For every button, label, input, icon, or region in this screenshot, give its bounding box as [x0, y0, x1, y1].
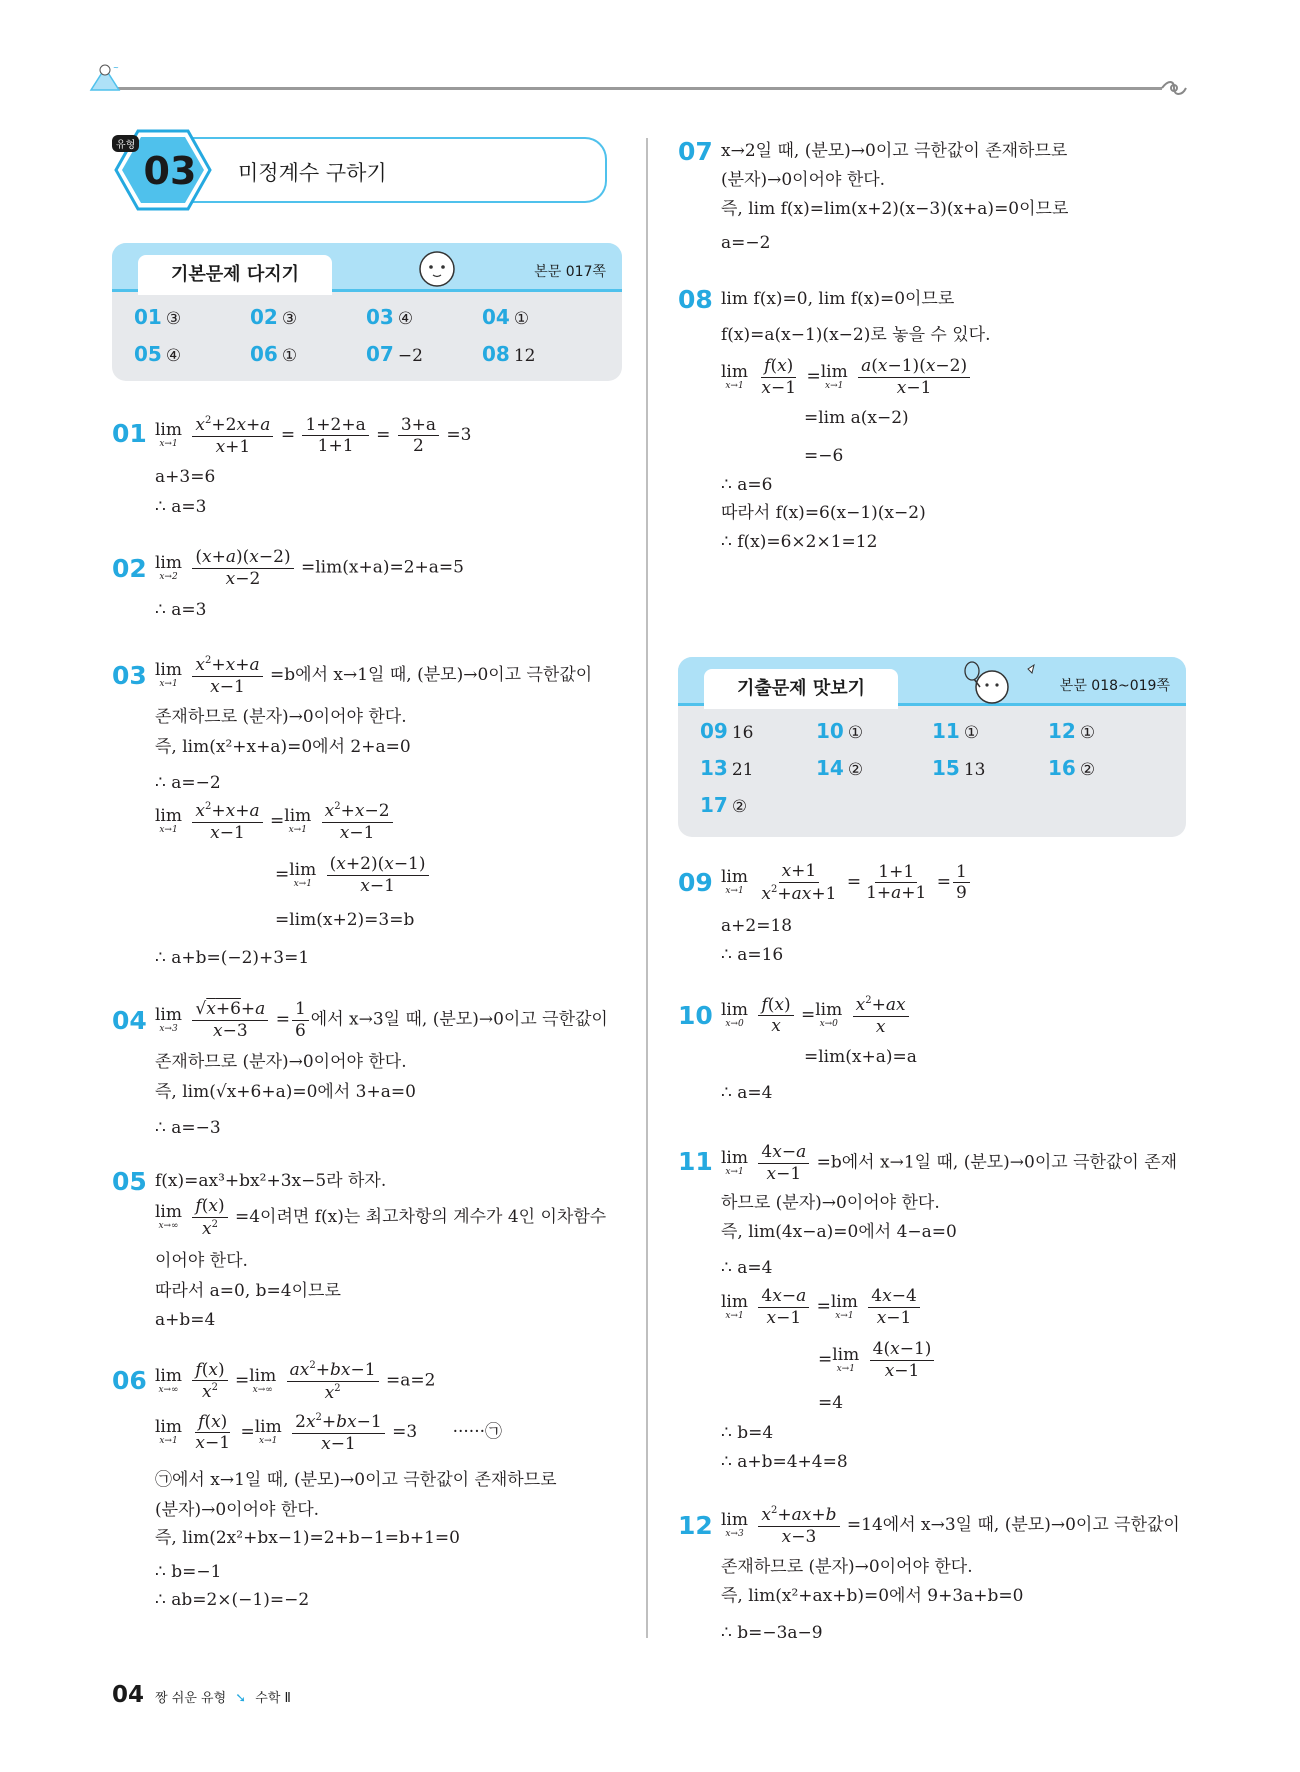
unit-header [112, 125, 622, 215]
solution-line: ∴ a=−3 [155, 1118, 221, 1138]
page-number: 04 [112, 1682, 145, 1708]
answer-item: 10 ① [816, 719, 864, 743]
unit-title: 미정계수 구하기 [238, 161, 387, 185]
solution-number: 04 [112, 1006, 147, 1035]
solution-line: =4 [818, 1393, 844, 1413]
solution-number: 03 [112, 661, 147, 690]
solution-number: 12 [678, 1511, 713, 1540]
solution-line: 즉, lim(4x−a)=0에서 4−a=0 [721, 1222, 957, 1242]
solution-line: a+2=18 [721, 916, 793, 936]
solution-line: 이어야 한다. [155, 1251, 248, 1271]
solution-line: lim x→1 $\frac{4x-a}{x-1}$ =b에서 x→1일 때, (분모)→0이고 극한값이 존재 [721, 1142, 1178, 1184]
cat-tennis-icon [958, 657, 1048, 715]
solution-line: lim x→3 $\frac{√x+6+a}{x-3}$ = $\frac{1}{6}$ 에서 x→3일 때, (분모)→0이고 극한값이 [155, 999, 608, 1041]
answer-item: 03 ④ [366, 305, 414, 329]
answer-item: 09 16 [700, 719, 754, 743]
answer-item: 01 ③ [134, 305, 182, 329]
answer-item: 05 ④ [134, 342, 182, 366]
solution-number: 11 [678, 1147, 713, 1176]
solution-line: lim x→∞ $\frac{f(x)}{x^2}$ =4이려면 f(x)는 최고차항의 계수가 4인 이차함수 [155, 1196, 607, 1239]
solution-line: lim x→3 $\frac{x^2+ax+b}{x-3}$ =14에서 x→3일 때, (분모)→0이고 극한값이 [721, 1505, 1180, 1547]
solution-line: 하므로 (분자)→0이어야 한다. [721, 1193, 940, 1213]
solution-line: = lim x→1 $\frac{4(x-1)}{x-1}$ [818, 1340, 936, 1380]
answer-item: 15 13 [932, 756, 986, 780]
solution-line: ∴ a=3 [155, 497, 207, 517]
solution-number: 06 [112, 1366, 147, 1395]
solution-line: ∴ b=4 [721, 1423, 774, 1443]
solution-line: ∴ b=−1 [155, 1562, 222, 1582]
solution-line: ∴ a=−2 [155, 773, 221, 793]
top-rule [92, 87, 1162, 90]
solution-line: 즉, lim(x²+x+a)=0에서 2+a=0 [155, 737, 411, 757]
solution-line: a+b=4 [155, 1310, 216, 1330]
solution-line: 즉, lim(√x+6+a)=0에서 3+a=0 [155, 1082, 416, 1102]
solution-line: lim f(x)=0, lim f(x)=0이므로 [721, 289, 955, 309]
answer-item: 14 ② [816, 756, 864, 780]
answer-item: 11 ① [932, 719, 980, 743]
answer-item: 06 ① [250, 342, 298, 366]
solution-line: = lim x→1 $\frac{(x+2)(x-1)}{x-1}$ [275, 855, 431, 895]
solution-line: lim x→1 $\frac{f(x)}{x-1}$ = lim x→1 $\frac{a(x-1)(x-2)}{x-1}$ [721, 357, 972, 397]
answer-item: 04 ① [482, 305, 530, 329]
solution-line: lim x→1 $\frac{4x-a}{x-1}$ = lim x→1 $\frac{4x-4}{x-1}$ [721, 1287, 922, 1327]
answer-box-ref: 본문 018~019쪽 [1059, 678, 1170, 694]
answer-box-title: 기본문제 다지기 [138, 255, 332, 295]
answer-item: 16 ② [1048, 756, 1096, 780]
solution-line: ∴ a+b=4+4=8 [721, 1452, 848, 1472]
page-footer [112, 1682, 291, 1708]
cat-mascot-icon [407, 245, 467, 293]
solution-line: ∴ a=16 [721, 945, 784, 965]
solution-line: 존재하므로 (분자)→0이어야 한다. [155, 707, 407, 727]
solution-line: lim x→1 $\frac{x^2+2x+a}{x+1}$ = $\frac{1+2+a}{1+1}$ = $\frac{3+a}{2}$ =3 [155, 414, 472, 457]
solution-line: a=−2 [721, 233, 771, 253]
basic-answer-box [112, 243, 622, 381]
solution-line: ∴ ab=2×(−1)=−2 [155, 1590, 310, 1610]
solution-line: (분자)→0이어야 한다. [721, 170, 886, 190]
answer-item: 08 12 [482, 342, 536, 366]
solution-line: lim x→1 $\frac{x^2+x+a}{x-1}$ = lim x→1 $\frac{x^2+x-2}{x-1}$ [155, 801, 395, 842]
answer-item: 12 ① [1048, 719, 1096, 743]
solution-number: 09 [678, 868, 713, 897]
solution-line: 존재하므로 (분자)→0이어야 한다. [155, 1052, 407, 1072]
solution-number: 02 [112, 554, 147, 583]
solution-line: f(x)=ax³+bx²+3x−5라 하자. [155, 1171, 387, 1191]
solution-line: ∴ a+b=(−2)+3=1 [155, 948, 310, 968]
answer-box-ref: 본문 017쪽 [534, 264, 606, 280]
book-title: 짱 쉬운 유형 [155, 1691, 227, 1706]
answer-item: 02 ③ [250, 305, 298, 329]
solution-line: 즉, lim(2x²+bx−1)=2+b−1=b+1=0 [155, 1528, 460, 1548]
solution-line: ∴ a=3 [155, 600, 207, 620]
solution-line: =lim(x+a)=a [804, 1047, 917, 1067]
ribbon-icon [1160, 78, 1188, 100]
solution-line: ∴ f(x)=6×2×1=12 [721, 532, 878, 552]
solution-line: ∴ b=−3a−9 [721, 1623, 823, 1643]
solution-line: x→2일 때, (분모)→0이고 극한값이 존재하므로 [721, 141, 1068, 161]
solution-line: (분자)→0이어야 한다. [155, 1500, 320, 1520]
solution-line: =−6 [804, 446, 844, 466]
unit-badge: 유형 [112, 135, 139, 152]
solution-line: 즉, lim(x²+ax+b)=0에서 9+3a+b=0 [721, 1586, 1024, 1606]
answer-item: 17 ② [700, 793, 748, 817]
cat-mascot-icon [85, 60, 125, 96]
solution-line: 존재하므로 (분자)→0이어야 한다. [721, 1557, 973, 1577]
solution-line: lim x→1 $\frac{f(x)}{x-1}$ = lim x→1 $\frac{2x^2+bx-1}{x-1}$ =3 ······㉠ [155, 1411, 503, 1454]
answer-item: 07 −2 [366, 342, 423, 366]
column-divider [646, 138, 648, 1638]
unit-number: 03 [143, 149, 197, 193]
solution-line: lim x→1 $\frac{x^2+x+a}{x-1}$ =b에서 x→1일 때, (분모)→0이고 극한값이 [155, 655, 593, 697]
solution-line: lim x→2 $\frac{(x+a)(x-2)}{x-2}$ =lim(x+a)=2+a=5 [155, 547, 464, 589]
solution-line: =lim(x+2)=3=b [275, 910, 415, 930]
solution-line: 즉, lim f(x)=lim(x+2)(x−3)(x+a)=0이므로 [721, 199, 1069, 219]
solution-line: ∴ a=4 [721, 1083, 773, 1103]
solution-number: 08 [678, 285, 713, 314]
exam-answer-box [678, 657, 1186, 837]
solution-number: 10 [678, 1001, 713, 1030]
solution-number: 05 [112, 1167, 147, 1196]
solution-line: ㉠에서 x→1일 때, (분모)→0이고 극한값이 존재하므로 [155, 1470, 557, 1490]
arrow-icon: ➘ [235, 1691, 247, 1706]
solution-line: 따라서 a=0, b=4이므로 [155, 1281, 341, 1301]
solution-number: 01 [112, 419, 147, 448]
solution-line: lim x→0 $\frac{f(x)}{x}$ = lim x→0 $\frac{x^2+ax}{x}$ [721, 995, 911, 1036]
solution-line: a+3=6 [155, 467, 216, 487]
solution-line: ∴ a=6 [721, 475, 773, 495]
solution-line: ∴ a=4 [721, 1258, 773, 1278]
answer-item: 13 21 [700, 756, 754, 780]
answer-box-title: 기출문제 맛보기 [704, 669, 898, 709]
solution-line: lim x→∞ $\frac{f(x)}{x^2}$ = lim x→∞ $\frac{ax^2+bx-1}{x^2}$ =a=2 [155, 1359, 436, 1403]
solution-number: 07 [678, 137, 713, 166]
subject-title: 수학 Ⅱ [255, 1691, 291, 1706]
solution-line: =lim a(x−2) [804, 408, 909, 428]
solution-line: lim x→1 $\frac{x+1}{x^2+ax+1}$ = $\frac{1+1}{1+a+1}$ = $\frac{1}{9}$ [721, 862, 972, 903]
solution-line: 따라서 f(x)=6(x−1)(x−2) [721, 503, 926, 523]
svg-text:~: ~ [113, 64, 119, 72]
solution-line: f(x)=a(x−1)(x−2)로 놓을 수 있다. [721, 325, 991, 345]
